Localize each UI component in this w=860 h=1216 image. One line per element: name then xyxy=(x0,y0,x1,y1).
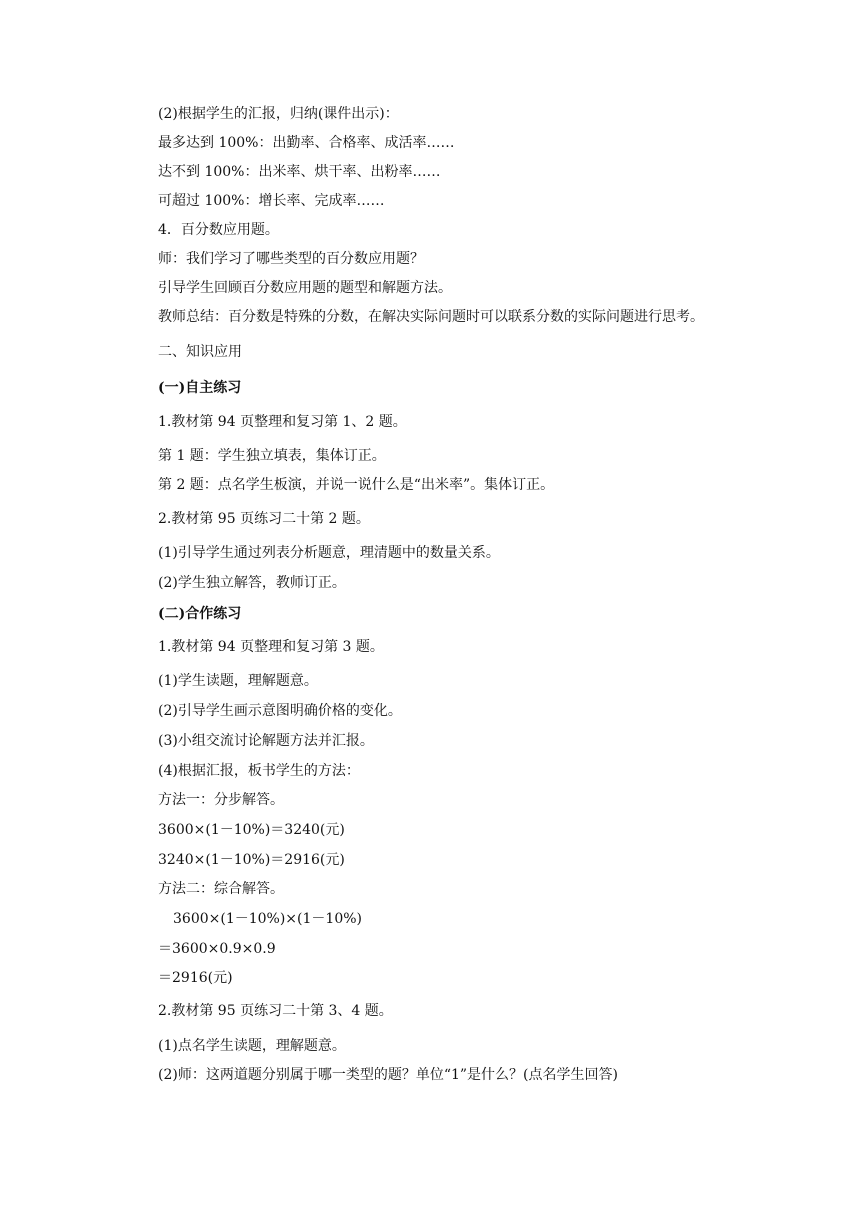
equation-line: ＝3600×0.9×0.9 xyxy=(158,941,276,957)
equation-line: 3600×(1－10%)＝3240(元) xyxy=(158,822,345,838)
text-line: (3)小组交流讨论解题方法并汇报。 xyxy=(158,733,374,749)
text-line: 最多达到 100%：出勤率、合格率、成活率…… xyxy=(158,135,455,151)
text-line: 方法一：分步解答。 xyxy=(158,792,284,808)
text-line: 教师总结：百分数是特殊的分数，在解决实际问题时可以联系分数的实际问题进行思考。 xyxy=(158,309,704,325)
text-line: 引导学生回顾百分数应用题的题型和解题方法。 xyxy=(158,280,452,296)
text-line: (1)学生读题，理解题意。 xyxy=(158,673,318,689)
text-line: 第 1 题：学生独立填表，集体订正。 xyxy=(158,448,386,464)
text-line: (4)根据汇报，板书学生的方法： xyxy=(158,763,360,779)
text-line: 2.教材第 95 页练习二十第 3、4 题。 xyxy=(158,1003,393,1019)
text-line: (2)师：这两道题分别属于哪一类型的题？单位“1”是什么？(点名学生回答) xyxy=(158,1067,618,1083)
text-line: (2)引导学生画示意图明确价格的变化。 xyxy=(158,703,402,719)
text-line: (2)学生独立解答，教师订正。 xyxy=(158,575,346,591)
text-line: 4．百分数应用题。 xyxy=(158,222,279,238)
equation-line: ＝2916(元) xyxy=(158,970,233,986)
section-heading: 二、知识应用 xyxy=(158,344,242,360)
equation-line: 3600×(1－10%)×(1－10%) xyxy=(173,911,362,927)
equation-line: 3240×(1－10%)＝2916(元) xyxy=(158,852,345,868)
text-line: (1)引导学生通过列表分析题意，理清题中的数量关系。 xyxy=(158,545,500,561)
text-line: 师：我们学习了哪些类型的百分数应用题？ xyxy=(158,251,424,267)
text-line: 1.教材第 94 页整理和复习第 3 题。 xyxy=(158,639,384,655)
text-line: (2)根据学生的汇报，归纳(课件出示)： xyxy=(158,106,399,122)
subsection-heading: (二)合作练习 xyxy=(158,606,242,622)
subsection-heading: (一)自主练习 xyxy=(158,380,242,396)
text-line: 达不到 100%：出米率、烘干率、出粉率…… xyxy=(158,164,441,180)
text-line: 1.教材第 94 页整理和复习第 1、2 题。 xyxy=(158,414,407,430)
text-line: 可超过 100%：增长率、完成率…… xyxy=(158,193,385,209)
text-line: 2.教材第 95 页练习二十第 2 题。 xyxy=(158,511,370,527)
text-line: (1)点名学生读题，理解题意。 xyxy=(158,1038,346,1054)
text-line: 第 2 题：点名学生板演，并说一说什么是“出米率”。集体订正。 xyxy=(158,477,555,493)
text-line: 方法二：综合解答。 xyxy=(158,881,284,897)
